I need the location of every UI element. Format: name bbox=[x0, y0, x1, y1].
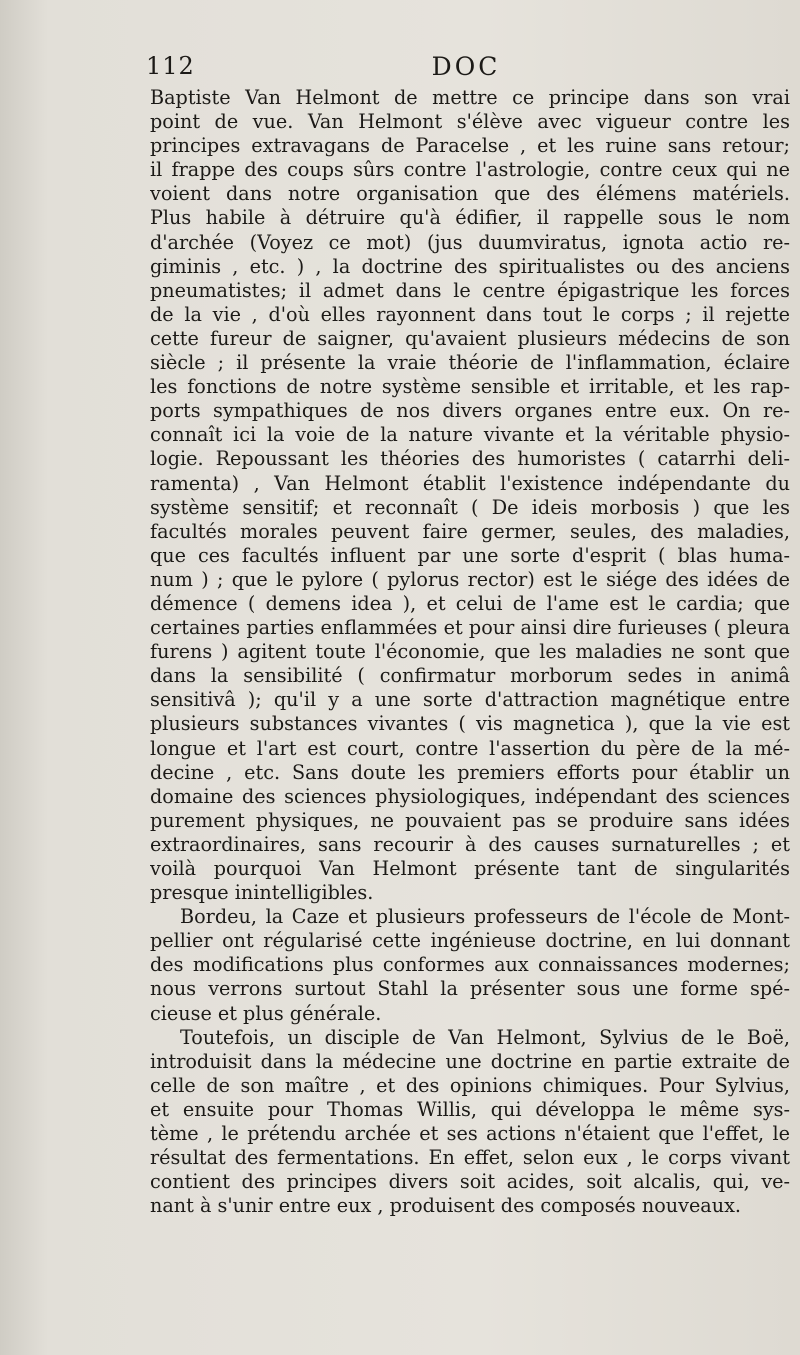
text-line: facultés morales peuvent faire germer, seules, des maladies, bbox=[150, 519, 790, 543]
text-line: Plus habile à détruire qu'à édifier, il rappelle sous le nom bbox=[150, 206, 790, 230]
text-line: système sensitif; et reconnaît ( De ideis morbosis ) que les bbox=[150, 495, 790, 519]
paragraph bbox=[150, 1026, 790, 1219]
text-line: logie. Repoussant les théories des humoristes ( catarrhi deli- bbox=[150, 447, 790, 471]
text-line: num ) ; que le pylore ( pylorus rector) est le siége des idées de bbox=[150, 567, 790, 591]
paragraph bbox=[150, 86, 790, 905]
text-line: il frappe des coups sûrs contre l'astrologie, contre ceux qui ne bbox=[150, 158, 790, 182]
text-line: principes extravagans de Paracelse , et les ruine sans retour; bbox=[150, 134, 790, 158]
text-line: voilà pourquoi Van Helmont présente tant de singularités bbox=[150, 857, 790, 880]
text-line: résultat des fermentations. En effet, selon eux , le corps vivant bbox=[150, 1146, 790, 1170]
text-line: longue et l'art est court, contre l'assertion du père de la mé- bbox=[150, 736, 790, 760]
running-head: DOC bbox=[431, 52, 501, 81]
text-line: de la vie , d'où elles rayonnent dans tout le corps ; il rejette bbox=[150, 302, 790, 326]
text-line: que ces facultés influent par une sorte d'esprit ( blas huma- bbox=[150, 543, 790, 567]
text-line: dans la sensibilité ( confirmatur morborum sedes in animâ bbox=[150, 664, 790, 688]
text-line: voient dans notre organisation que des élémens matériels. bbox=[150, 182, 790, 206]
text-line: ramenta) , Van Helmont établit l'existence indépendante du bbox=[150, 471, 790, 495]
text-line: siècle ; il présente la vraie théorie de l'inflammation, éclaire bbox=[150, 351, 790, 375]
body-text bbox=[150, 86, 790, 1218]
text-line: extraordinaires, sans recourir à des causes surnaturelles ; et bbox=[150, 832, 790, 856]
page-number: 112 bbox=[146, 52, 195, 80]
text-line: Bordeu, la Caze et plusieurs professeurs de l'école de Mont- bbox=[180, 905, 790, 929]
text-line: nant à s'unir entre eux , produisent des composés nouveaux. bbox=[150, 1194, 742, 1218]
text-line: sensitivâ ); qu'il y a une sorte d'attraction magnétique entre bbox=[150, 688, 790, 712]
text-line: decine , etc. Sans doute les premiers efforts pour établir un bbox=[150, 760, 790, 784]
text-line: d'archée (Voyez ce mot) (jus duumviratus, ignota actio re- bbox=[150, 230, 790, 254]
text-line: pellier ont régularisé cette ingénieuse doctrine, en lui donnant bbox=[150, 929, 790, 953]
text-line: cieuse et plus générale. bbox=[150, 1001, 382, 1025]
text-line: introduisit dans la médecine une doctrine en partie extraite de bbox=[150, 1049, 790, 1073]
text-line: ports sympathiques de nos divers organes entre eux. On re- bbox=[150, 399, 790, 423]
paragraph bbox=[150, 905, 790, 1025]
text-line: plusieurs substances vivantes ( vis magnetica ), que la vie est bbox=[150, 712, 790, 736]
text-line: certaines parties enflammées et pour ainsi dire furieuses ( pleura bbox=[150, 616, 790, 640]
text-line: cette fureur de saigner, qu'avaient plusieurs médecins de son bbox=[150, 326, 790, 350]
page-header bbox=[146, 50, 786, 86]
text-line: domaine des sciences physiologiques, indépendant des sciences bbox=[150, 784, 790, 808]
text-line: point de vue. Van Helmont s'élève avec vigueur contre les bbox=[150, 110, 790, 134]
text-line: et ensuite pour Thomas Willis, qui développa le même sys- bbox=[150, 1097, 790, 1121]
text-line: Toutefois, un disciple de Van Helmont, Sylvius de le Boë, bbox=[180, 1025, 790, 1049]
text-line: démence ( demens idea ), et celui de l'ame est le cardia; que bbox=[150, 591, 790, 615]
text-line: tème , le prétendu archée et ses actions n'étaient que l'effet, le bbox=[150, 1122, 790, 1146]
text-line: celle de son maître , et des opinions chimiques. Pour Sylvius, bbox=[150, 1073, 790, 1097]
text-line: contient des principes divers soit acides, soit alcalis, qui, ve- bbox=[150, 1170, 790, 1194]
text-line: des modifications plus conformes aux connaissances modernes; bbox=[150, 953, 790, 977]
text-line: presque inintelligibles. bbox=[150, 881, 374, 905]
text-line: connaît ici la voie de la nature vivante et la véritable physio- bbox=[150, 423, 790, 447]
text-line: Baptiste Van Helmont de mettre ce principe dans son vrai bbox=[150, 86, 790, 109]
text-line: giminis , etc. ) , la doctrine des spiritualistes ou des anciens bbox=[150, 254, 790, 278]
text-line: pneumatistes; il admet dans le centre épigastrique les forces bbox=[150, 278, 790, 302]
text-line: les fonctions de notre système sensible et irritable, et les rap- bbox=[150, 375, 790, 399]
text-line: furens ) agitent toute l'économie, que les maladies ne sont que bbox=[150, 640, 790, 664]
text-line: nous verrons surtout Stahl la présenter sous une forme spé- bbox=[150, 977, 790, 1001]
text-line: purement physiques, ne pouvaient pas se produire sans idées bbox=[150, 808, 790, 832]
